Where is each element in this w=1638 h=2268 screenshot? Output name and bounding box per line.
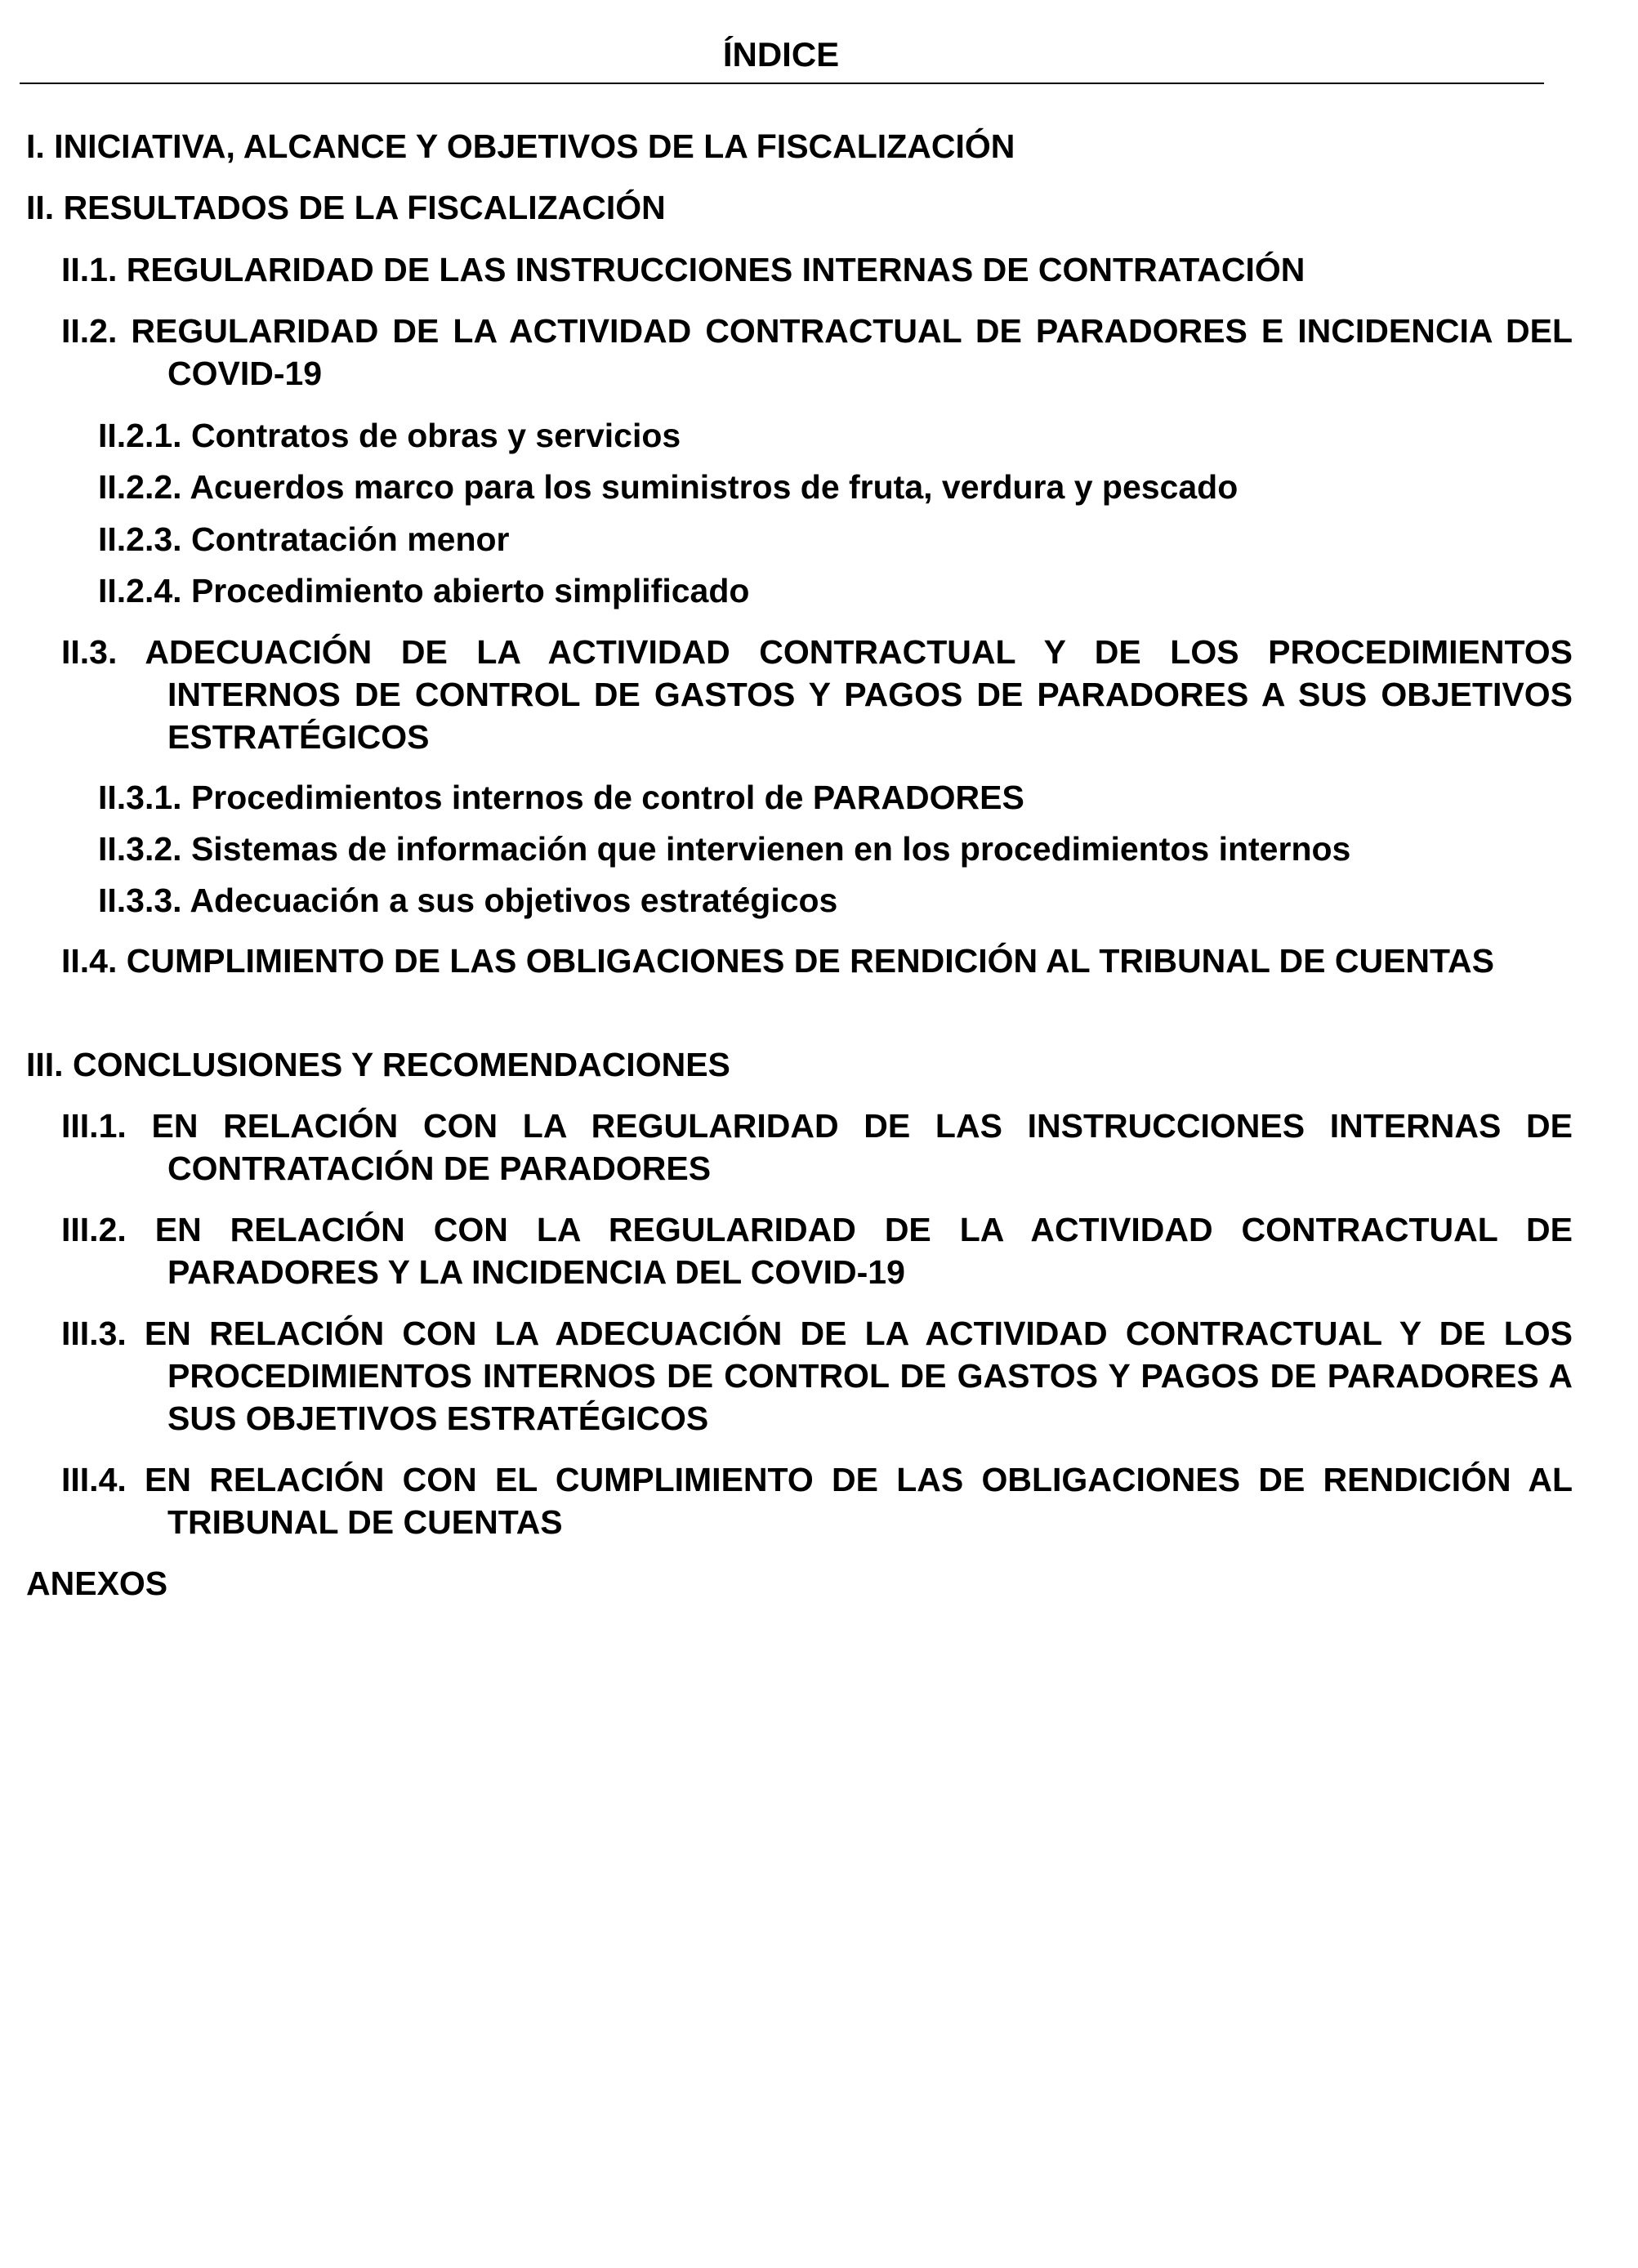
index-title: ÍNDICE: [722, 35, 840, 74]
toc-entry-section-iii[interactable]: III. CONCLUSIONES Y RECOMENDACIONES: [26, 1046, 730, 1083]
toc-entry-section-iii-1[interactable]: III.1. EN RELACIÓN CON LA REGULARIDAD DE LAS INSTRUCCIONES INTERNAS DE CONTRATACIÓN DE PARADORES: [61, 1107, 1573, 1187]
toc-entry-section-ii[interactable]: II. RESULTADOS DE LA FISCALIZACIÓN: [26, 189, 666, 226]
toc-entry-section-ii-3-3[interactable]: II.3.3. Adecuación a sus objetivos estratégicos: [98, 882, 838, 919]
toc-entry-section-iii-2[interactable]: III.2. EN RELACIÓN CON LA REGULARIDAD DE LA ACTIVIDAD CONTRACTUAL DE PARADORES Y LA INCIDENCIA DEL COVID-19: [61, 1211, 1573, 1291]
toc-entry-section-ii-2-4[interactable]: II.2.4. Procedimiento abierto simplificado: [98, 572, 750, 609]
toc-entry-section-iii-4[interactable]: III.4. EN RELACIÓN CON EL CUMPLIMIENTO DE LAS OBLIGACIONES DE RENDICIÓN AL TRIBUNAL DE CUENTAS: [61, 1461, 1573, 1541]
toc-entry-section-iii-3[interactable]: III.3. EN RELACIÓN CON LA ADECUACIÓN DE LA ACTIVIDAD CONTRACTUAL Y DE LOS PROCEDIMIENTOS INTERNOS DE CONTROL DE GASTOS Y PAGOS DE PARADORES A SUS OBJETIVOS ESTRATÉGICOS: [61, 1315, 1573, 1437]
toc-entry-section-ii-2-2[interactable]: II.2.2. Acuerdos marco para los suministros de fruta, verdura y pescado: [98, 468, 1239, 506]
toc-entry-section-ii-3[interactable]: II.3. ADECUACIÓN DE LA ACTIVIDAD CONTRACTUAL Y DE LOS PROCEDIMIENTOS INTERNOS DE CONTROL DE GASTOS Y PAGOS DE PARADORES A SUS OBJETIVOS ESTRATÉGICOS: [61, 633, 1573, 756]
toc-entry-anexos[interactable]: ANEXOS: [26, 1565, 168, 1602]
toc-entry-section-ii-2[interactable]: II.2. REGULARIDAD DE LA ACTIVIDAD CONTRACTUAL DE PARADORES E INCIDENCIA DEL COVID-19: [61, 312, 1573, 392]
toc-entry-section-ii-4[interactable]: II.4. CUMPLIMIENTO DE LAS OBLIGACIONES DE RENDICIÓN AL TRIBUNAL DE CUENTAS: [61, 942, 1494, 980]
toc-entry-section-ii-3-1[interactable]: II.3.1. Procedimientos internos de control de PARADORES: [98, 779, 1024, 816]
toc-entry-section-i[interactable]: I. INICIATIVA, ALCANCE Y OBJETIVOS DE LA FISCALIZACIÓN: [26, 127, 1015, 165]
toc-entry-section-ii-2-1[interactable]: II.2.1. Contratos de obras y servicios: [98, 417, 681, 454]
toc-entry-section-ii-1[interactable]: II.1. REGULARIDAD DE LAS INSTRUCCIONES INTERNAS DE CONTRATACIÓN: [61, 251, 1305, 288]
toc-entry-section-ii-2-3[interactable]: II.2.3. Contratación menor: [98, 520, 510, 558]
toc-entry-section-ii-3-2[interactable]: II.3.2. Sistemas de información que intervienen en los procedimientos internos: [98, 830, 1351, 868]
